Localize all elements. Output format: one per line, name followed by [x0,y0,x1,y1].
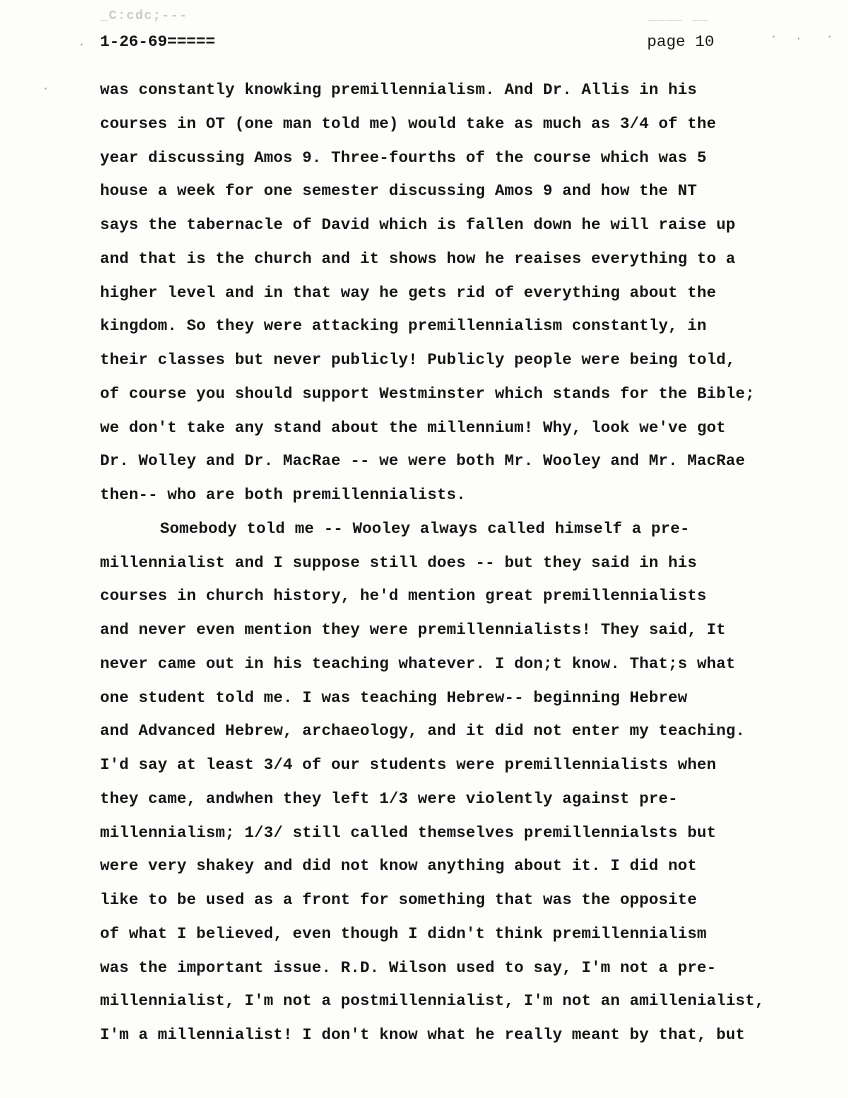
text-line: they came, andwhen they left 1/3 were violently against pre- [100,789,678,808]
text-line: was the important issue. R.D. Wilson used to say, I'm not a pre- [100,958,717,977]
text-line: of course you should support Westminster which stands for the Bible; [100,384,755,403]
text-line: higher level and in that way he gets rid of everything about the [100,283,717,302]
text-line: then-- who are both premillennialists. [100,486,466,504]
text-line: I'd say at least 3/4 of our students were premillennialists when [100,756,717,774]
text-line: year discussing Amos 9. Three-fourths of the course which was 5 [100,148,707,167]
ink-speck: · [42,82,50,96]
faint-stamp-right: ____ __ [648,8,710,23]
text-line: I'm a millennialist! I don't know what he really meant by that, but [100,1026,746,1044]
text-line: courses in OT (one man told me) would take as much as 3/4 of the [100,114,717,133]
text-line: house a week for one semester discussing Amos 9 and how the NT [100,182,698,201]
text-line: were very shakey and did not know anything about it. I did not [100,857,698,876]
page-number: page 10 [647,33,715,51]
ink-speck: · [78,38,86,52]
text-line: and that is the church and it shows how he reaises everything to a [100,249,736,268]
text-line: like to be used as a front for something that was the opposite [100,891,698,909]
text-line: we don't take any stand about the millennium! Why, look we've got [100,418,726,437]
text-line: millennialist, I'm not a postmillennialist, I'm not an amillenialist, [100,992,765,1011]
ink-speck: · [770,30,778,44]
faint-stamp-left: _C:cdc;--- [100,8,189,23]
text-line: and Advanced Hebrew, archaeology, and it did not enter my teaching. [100,722,746,741]
text-line: kingdom. So they were attacking premillennialism constantly, in [100,317,707,336]
text-line: was constantly knowking premillennialism. And Dr. Allis in his [100,81,698,99]
paragraph-first-line: Somebody told me -- Wooley always called himself a pre- [160,519,690,538]
typed-text-body [100,74,820,1053]
date-code: 1-26-69===== [100,33,216,51]
text-line: Dr. Wolley and Dr. MacRae -- we were both Mr. Wooley and Mr. MacRae [100,452,746,471]
text-line: says the tabernacle of David which is fallen down he will raise up [100,216,736,234]
text-line: courses in church history, he'd mention great premillennialists [100,587,707,606]
ink-speck: · [826,30,834,44]
text-line: millennialism; 1/3/ still called themselves premillennialsts but [100,823,717,842]
text-line: and never even mention they were premillennialists! They said, It [100,621,726,639]
text-line: of what I believed, even though I didn't think premillennialism [100,924,707,943]
ink-speck: · [795,32,803,46]
text-line: one student told me. I was teaching Hebrew-- beginning Hebrew [100,688,688,707]
text-line: their classes but never publicly! Publicly people were being told, [100,351,736,369]
text-line: millennialist and I suppose still does -- but they said in his [100,553,698,572]
text-line: never came out in his teaching whatever. I don;t know. That;s what [100,654,736,673]
